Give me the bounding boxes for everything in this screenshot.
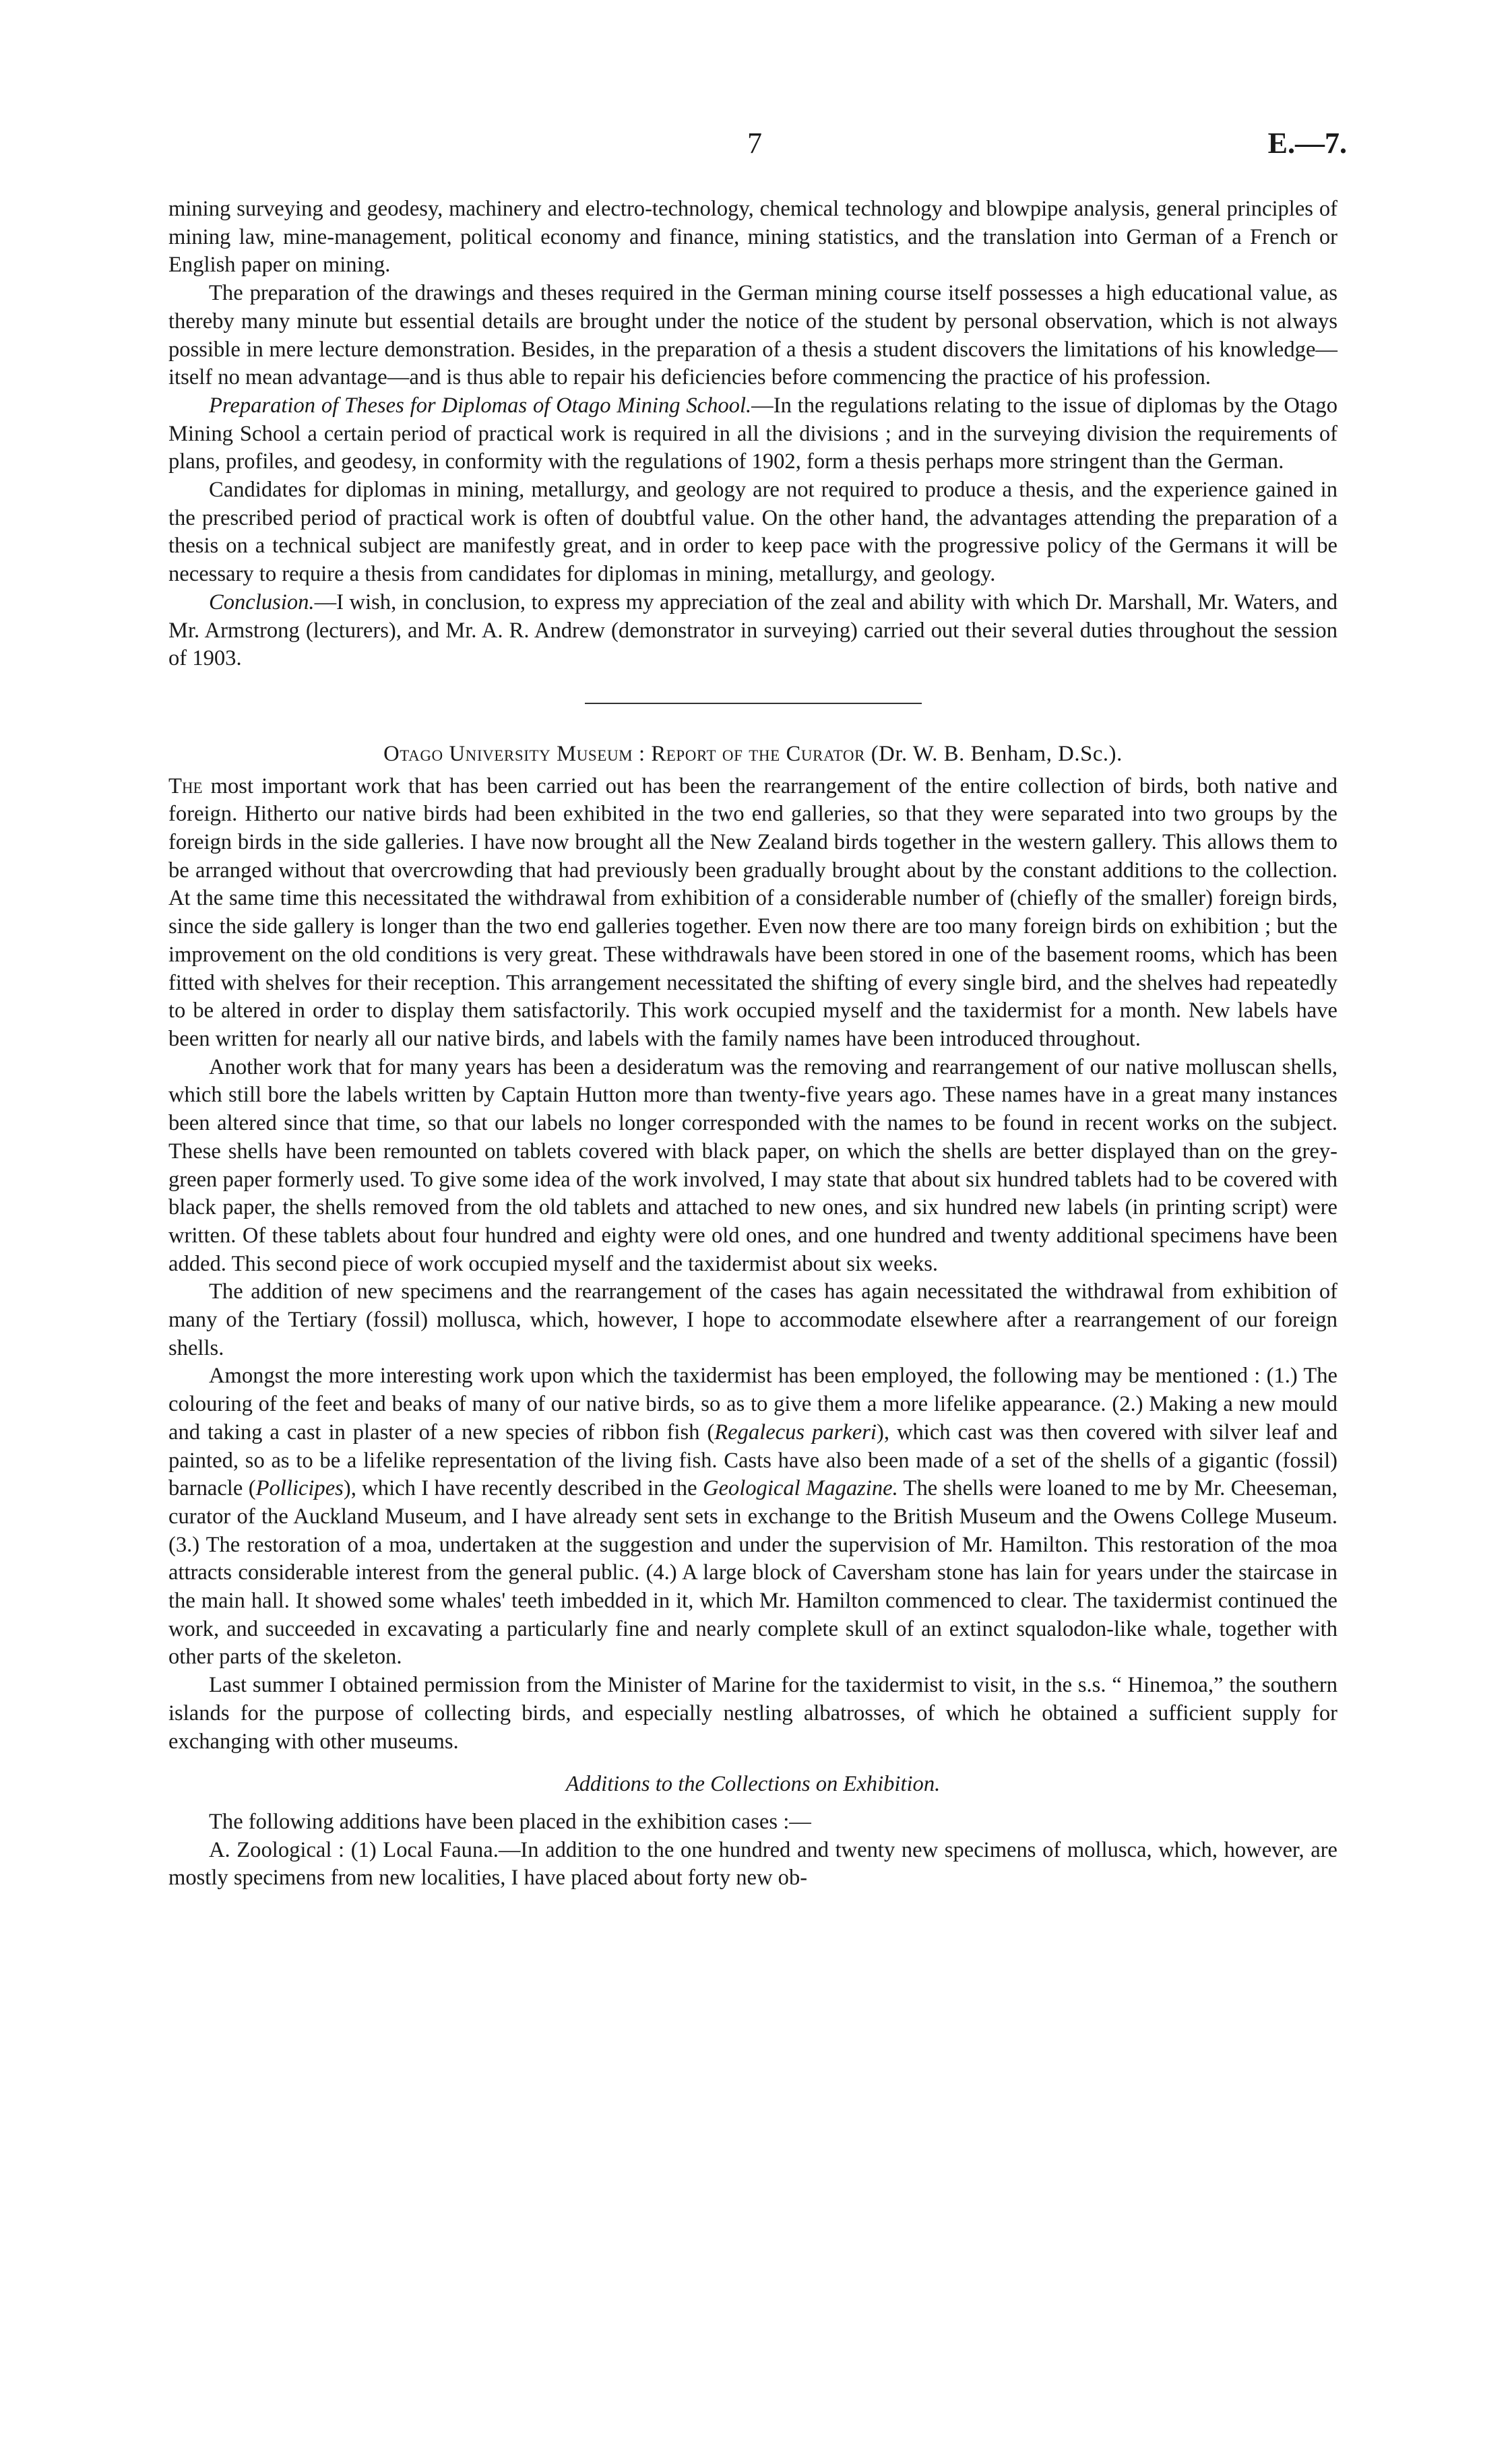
section-title — [168, 740, 1337, 769]
paragraph-text: The shells were loaned to me by Mr. Cheeseman, curator of the Auckland Museum, and I have already sent sets in exchange to the British Museum and the Owens College Museum. (3.) The restoration of a moa, undertaken at the suggestion and under the supervision of Mr. Hamilton. This restoration of the moa attracts considerable interest from the general public. (4.) A large block of Caversham stone has lain for years under the staircase in the main hall. It showed some whales' teeth imbedded in it, which Mr. Hamilton commenced to clear. The taxidermist continued the work, and succeeded in excavating a particularly fine and nearly complete skull of an extinct squalodon-like whale, together with other parts of the skeleton. — [168, 1476, 1337, 1670]
paragraph: Candidates for diplomas in mining, metallurgy, and geology are not required to produce a thesis, and the experience gained in the prescribed period of practical work is often of doubtful value. On the other hand, the advantages attending the preparation of a thesis on a technical subject are manifestly great, and in order to keep pace with the progressive policy of the Germans it will be necessary to require a thesis from candidates for diplomas in mining, metallurgy, and geology. — [168, 478, 1337, 587]
paragraph: The addition of new specimens and the rearrangement of the cases has again necessitated the withdrawal from exhibition of many of the Tertiary (fossil) mollusca, which, however, I hope to accommodate elsewhere after a rearrangement of our foreign shells. — [168, 1279, 1337, 1360]
page-number: 7 — [747, 127, 762, 160]
paragraph-text: —I wish, in conclusion, to express my appreciation of the zeal and ability with which Dr. Marshall, Mr. Waters, and Mr. Armstrong (lecturers), and Mr. A. R. Andrew (demonstrator in surveying) carried out their several duties throughout the session of 1903. — [168, 590, 1337, 671]
paragraph-heading: Preparation of Theses for Diplomas of Otago Mining School. — [209, 393, 752, 418]
paragraph-text: ), which cast was then covered with silver leaf and painted, so as to be a lifelike representation of the living fish. Casts have also been made of a set of the shells of a gigantic (fossil) barnacle ( — [168, 1420, 1337, 1501]
species-name: Regalecus parkeri — [714, 1420, 877, 1445]
section-title-separator: : — [633, 741, 652, 766]
section-title-museum: Otago University Museum — [383, 741, 633, 766]
paragraph: mining surveying and geodesy, machinery and electro-technology, chemical technology and blowpipe analysis, general principles of mining law, mine-management, political economy and finance, mining statistics, and the translation into German of a French or English paper on mining. — [168, 197, 1337, 278]
paragraph: Another work that for many years has been a desideratum was the removing and rearrangement of our native molluscan shells, which still bore the labels written by Captain Hutton more than twenty-five years ago. These names have in a great many instances been altered since that time, so that our labels no longer corresponded with the names to be found in recent works on the subject. These shells have been remounted on tablets covered with black paper, on which the shells are better displayed than on the grey-green paper formerly used. To give some idea of the work involved, I may state that about six hundred tablets had to be covered with black paper, the shells removed from the old tablets and attached to new ones, and six hundred new labels (in printing script) were written. Of these tablets about four hundred and eighty were old ones, and one hundred and twenty additional specimens have been added. This second piece of work occupied myself and the taxidermist about six weeks. — [168, 1054, 1337, 1276]
publication-title: Geological Magazine. — [702, 1476, 898, 1501]
paragraph: Last summer I obtained permission from the Minister of Marine for the taxidermist to visit, in the s.s. “ Hinemoa,” the southern islands for the purpose of collecting birds, and especially nestling albatrosses, of which he obtained a sufficient supply for exchanging with other museums. — [168, 1673, 1337, 1754]
paragraph — [168, 392, 1337, 476]
paragraph-text: ), which I have recently described in the — [343, 1476, 703, 1501]
paragraph — [168, 1362, 1337, 1672]
paragraph-heading: Conclusion. — [209, 590, 315, 614]
paragraph — [168, 589, 1337, 673]
paragraph-text: most important work that has been carried out has been the rearrangement of the entire collection of birds, both native and foreign. Hitherto our native birds had been exhibited in the two end galleries, so that they were separated into two groups by the foreign birds in the side galleries. I have now brought all the New Zealand birds together in the western gallery. This allows them to be arranged without that overcrowding that had previously been gradually brought about by the constant additions to the collection. At the same time this necessitated the withdrawal from exhibition of a considerable number of (chiefly of the smaller) foreign birds, since the side gallery is longer than the two end galleries together. Even now there are too many foreign birds on exhibition ; but the improvement on the old conditions is very great. These withdrawals have been stored in one of the basement rooms, which has been fitted with shelves for their reception. This arrangement necessitated the shifting of every single bird, and the shelves had repeatedly to be altered in order to display them satisfactorily. This work occupied myself and the taxidermist for a month. New labels have been written for nearly all our native birds, and labels with the family names have been introduced throughout. — [168, 773, 1337, 1051]
document-reference: E.—7. — [1267, 127, 1347, 160]
paragraph: A. Zoological : (1) Local Fauna.—In addition to the one hundred and twenty new specimens of mollusca, which, however, are mostly specimens from new localities, I have placed about forty new ob- — [168, 1837, 1337, 1891]
paragraph: The preparation of the drawings and theses required in the German mining course itself possesses a high educational value, as thereby many minute but essential details are brought under the notice of the student by personal observation, which is not always possible in mere lecture demonstration. Besides, in the preparation of a thesis a student discovers the limitations of his knowledge—itself no mean advantage—and is thus able to repair his deficiencies before commencing the practice of his profession. — [168, 281, 1337, 390]
section-divider — [585, 703, 922, 704]
paragraph — [168, 773, 1337, 1054]
subsection-heading: Additions to the Collections on Exhibition. — [565, 1772, 941, 1797]
section-title-author: (Dr. W. B. Benham, D.Sc.). — [865, 741, 1123, 766]
paragraph-text: —In the regulations relating to the issue of diplomas by the Otago Mining School a certain period of practical work is required in all the divisions ; and in the surveying division the requirements of plans, profiles, and geodesy, in conformity with the regulations of 1902, form a thesis perhaps more stringent than the German. — [168, 393, 1337, 474]
paragraph: The following additions have been placed in the exhibition cases :— — [209, 1809, 811, 1834]
paragraph-lead: The — [168, 773, 203, 798]
paragraph-text: Amongst the more interesting work upon which the taxidermist has been employed, the following may be mentioned : (1.) The colouring of the feet and beaks of many of our native birds, so as to give them a more lifelike appearance. (2.) Making a new mould and taking a cast in plaster of a new species of ribbon fish ( — [168, 1364, 1337, 1445]
genus-name: Pollicipes — [255, 1476, 344, 1501]
section-title-report: Report of the Curator — [651, 741, 866, 766]
page-body — [168, 195, 1337, 1893]
